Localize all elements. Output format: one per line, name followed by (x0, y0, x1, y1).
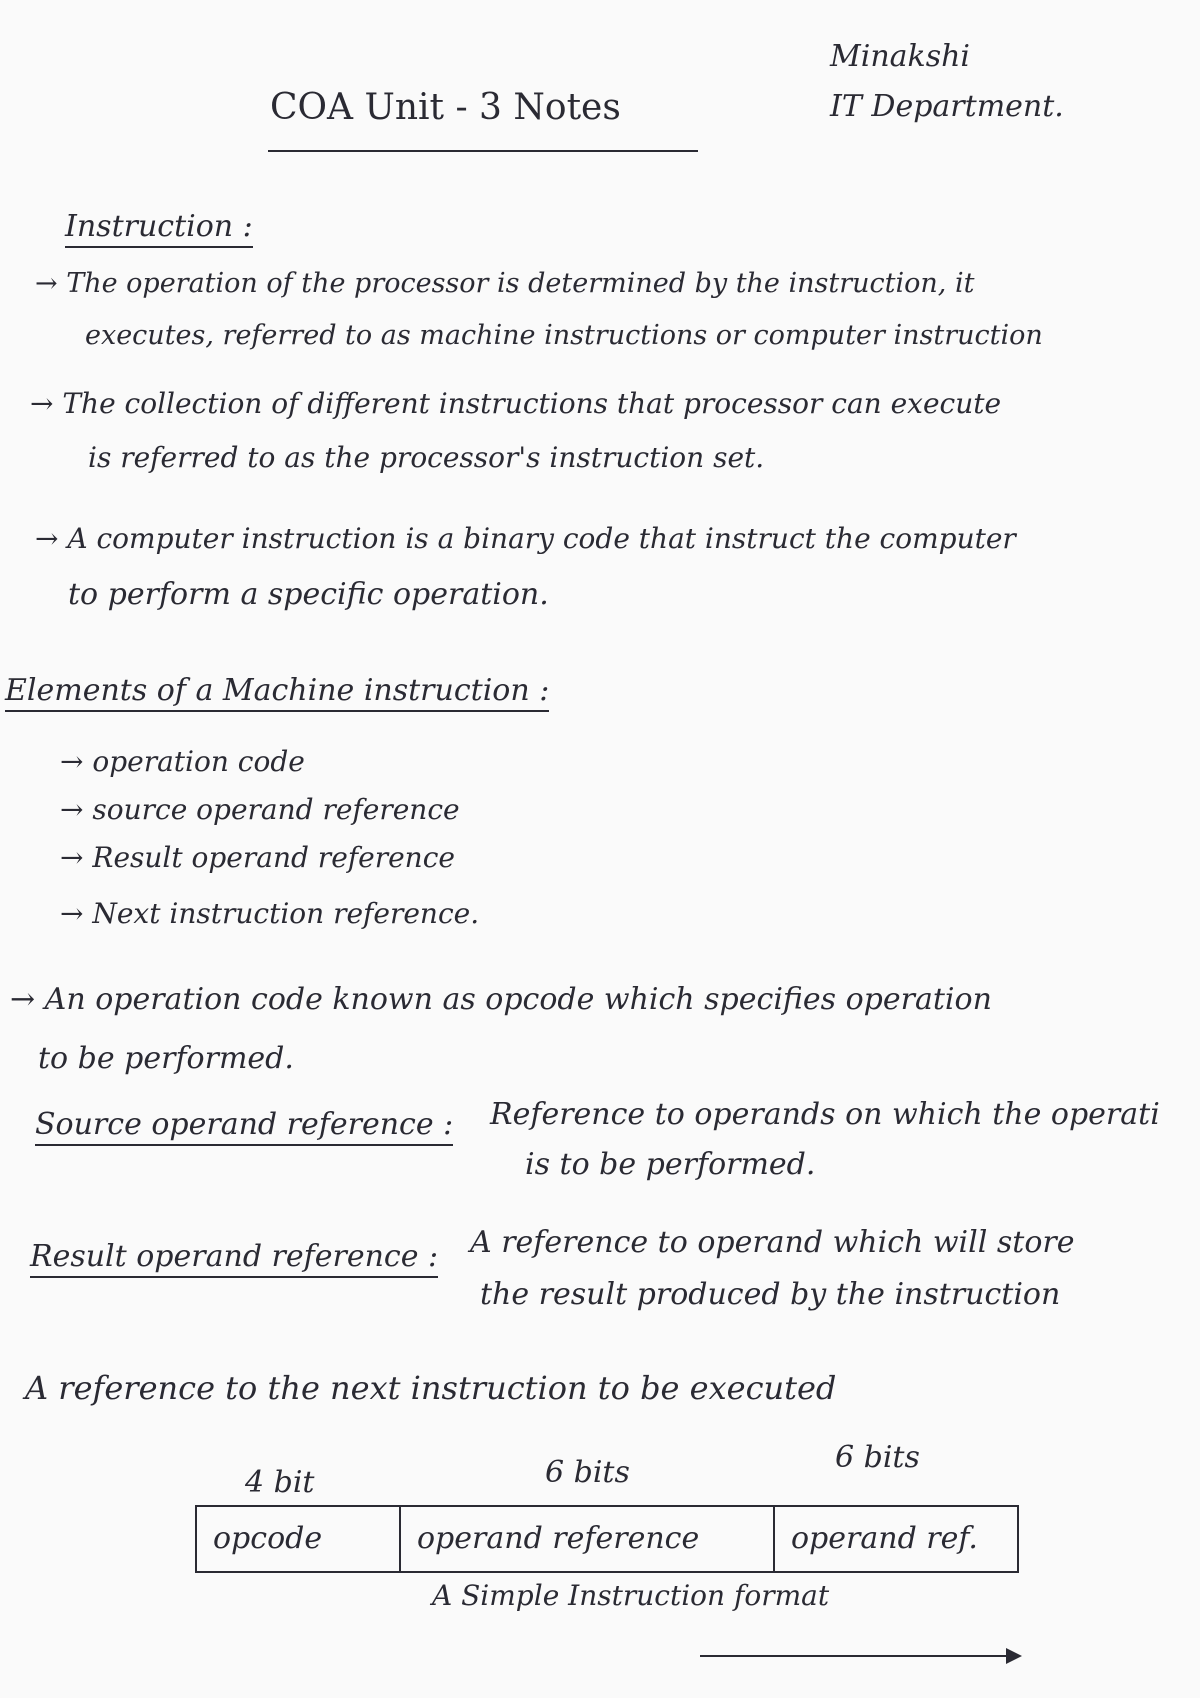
instruction-para-2-line-1: → The collection of different instructions that processor can execute (30, 387, 1002, 420)
operand-ref-bit-width: 6 bits (545, 1455, 630, 1490)
element-item-source: → source operand reference (60, 793, 460, 826)
element-item-result: → Result operand reference (60, 841, 455, 874)
result-operand-desc-line-2: the result produced by the instruction (480, 1277, 1061, 1312)
result-operand-desc-line-1: A reference to operand which will store (470, 1225, 1075, 1260)
operand-ref-2-bit-width: 6 bits (835, 1440, 920, 1475)
instruction-para-3-line-1: → A computer instruction is a binary code that instruct the computer (35, 522, 1016, 555)
element-item-next: → Next instruction reference. (60, 897, 480, 930)
source-operand-desc-line-1: Reference to operands on which the operati (490, 1097, 1160, 1132)
opcode-desc-line-1: → An operation code known as opcode which specifies operation (10, 982, 992, 1017)
instruction-para-2-line-2: is referred to as the processor's instruction set. (88, 441, 765, 474)
source-operand-label: Source operand reference : (35, 1110, 453, 1146)
bit-span-arrow (700, 1655, 1020, 1657)
opcode-cell: opcode (213, 1521, 323, 1556)
element-item-opcode: → operation code (60, 745, 305, 778)
instruction-format-box (195, 1505, 1019, 1573)
opcode-desc-line-2: to be performed. (38, 1041, 294, 1076)
page-title: COA Unit - 3 Notes (270, 87, 621, 128)
instruction-para-1-line-1: → The operation of the processor is determined by the instruction, it (35, 268, 975, 299)
author-name: Minakshi (830, 39, 971, 74)
title-underline (268, 150, 698, 152)
operand-reference-cell: operand reference (399, 1507, 773, 1571)
instruction-para-3-line-2: to perform a specific operation. (68, 577, 549, 612)
format-caption: A Simple Instruction format (432, 1579, 830, 1612)
source-operand-desc-line-2: is to be performed. (525, 1147, 816, 1182)
instruction-para-1-line-2: executes, referred to as machine instructions or computer instruction (85, 320, 1043, 351)
operand-ref-cell: operand ref. (773, 1507, 1017, 1571)
result-operand-label: Result operand reference : (30, 1242, 438, 1278)
opcode-bit-width: 4 bit (245, 1465, 315, 1500)
author-department: IT Department. (830, 89, 1064, 124)
elements-heading: Elements of a Machine instruction : (5, 676, 549, 712)
next-instruction-desc: A reference to the next instruction to be executed (25, 1369, 837, 1407)
instruction-heading: Instruction : (65, 212, 253, 248)
